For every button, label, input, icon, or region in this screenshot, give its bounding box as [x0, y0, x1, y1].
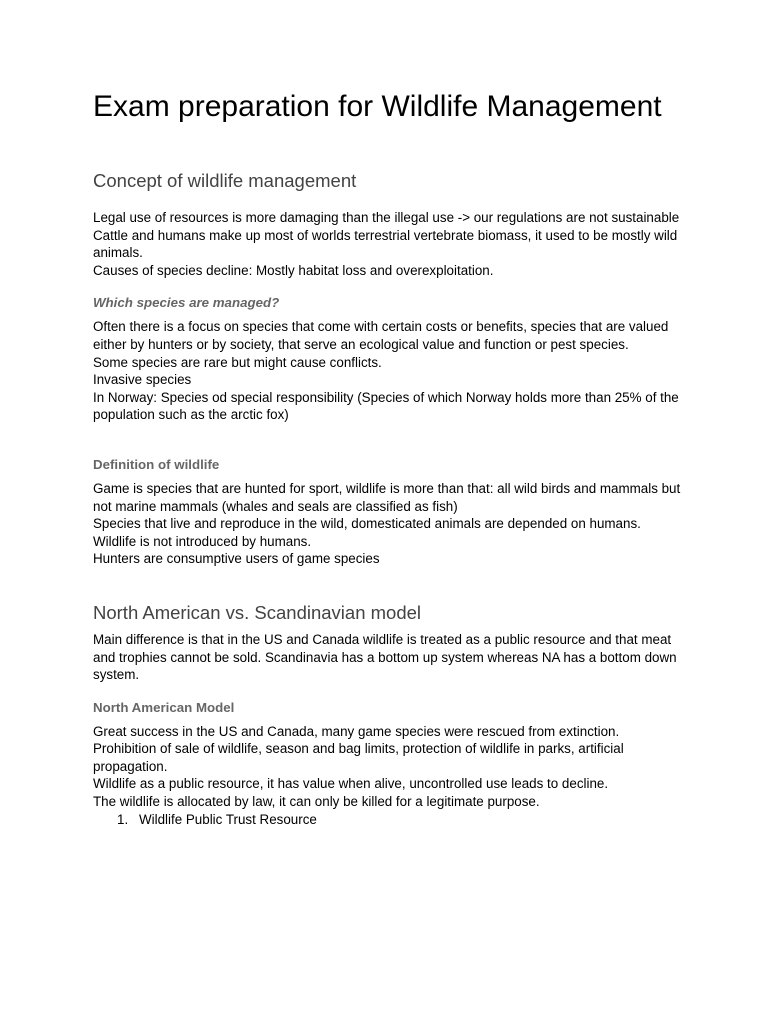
- paragraph: Cattle and humans make up most of worlds terrestrial vertebrate biomass, it used to be mostly wild animals.: [93, 227, 678, 261]
- document-page: [93, 86, 683, 828]
- paragraph: The wildlife is allocated by law, it can only be killed for a legitimate purpose.: [93, 794, 540, 810]
- concept-body: [93, 209, 683, 279]
- paragraph: Prohibition of sale of wildlife, season and bag limits, protection of wildlife in parks, artificial propagation.: [93, 741, 624, 774]
- na-model-list: [93, 811, 683, 829]
- heading-concept: Concept of wildlife management: [93, 170, 357, 191]
- which-species-body: [93, 318, 683, 424]
- heading-na-model: North American Model: [93, 699, 235, 715]
- paragraph: Invasive species: [93, 372, 192, 388]
- paragraph: Some species are rare but might cause conflicts.: [93, 354, 382, 370]
- definition-body: [93, 480, 683, 568]
- heading-models: North American vs. Scandinavian model: [93, 601, 422, 623]
- paragraph: Wildlife is not introduced by humans.: [93, 533, 312, 549]
- document-title: Exam preparation for Wildlife Management: [93, 90, 662, 123]
- models-body: [93, 631, 683, 684]
- paragraph: Game is species that are hunted for sport, wildlife is more than that: all wild birds and mammals but not marine mammals (whales and seals are classified as fish): [93, 480, 681, 514]
- list-number: 1.: [117, 811, 129, 827]
- paragraph: Hunters are consumptive users of game species: [93, 551, 380, 567]
- heading-definition: Definition of wildlife: [93, 456, 220, 472]
- na-model-body: [93, 723, 683, 811]
- paragraph: Great success in the US and Canada, many game species were rescued from extinction.: [93, 723, 620, 739]
- paragraph: Causes of species decline: Mostly habitat loss and overexploitation.: [93, 262, 494, 278]
- list-text: Wildlife Public Trust Resource: [139, 811, 317, 827]
- paragraph: Legal use of resources is more damaging than the illegal use -> our regulations are not sustainable: [93, 210, 680, 225]
- paragraph: Species that live and reproduce in the wild, domesticated animals are depended on humans.: [93, 516, 641, 532]
- paragraph: Often there is a focus on species that come with certain costs or benefits, species that are valued either by hunters or by society, that serve an ecological value and function or pest species.: [93, 319, 669, 352]
- paragraph: In Norway: Species od special responsibility (Species of which Norway holds more than 25% of the population such as the arctic fox): [93, 389, 679, 423]
- paragraph: Main difference is that in the US and Canada wildlife is treated as a public resource and that meat and trophies cannot be sold. Scandinavia has a bottom up system whereas NA has a bottom down system.: [93, 631, 677, 683]
- paragraph: Wildlife as a public resource, it has value when alive, uncontrolled use leads to decline.: [93, 776, 609, 792]
- list-item: [93, 811, 683, 829]
- heading-which-species: Which species are managed?: [93, 295, 280, 311]
